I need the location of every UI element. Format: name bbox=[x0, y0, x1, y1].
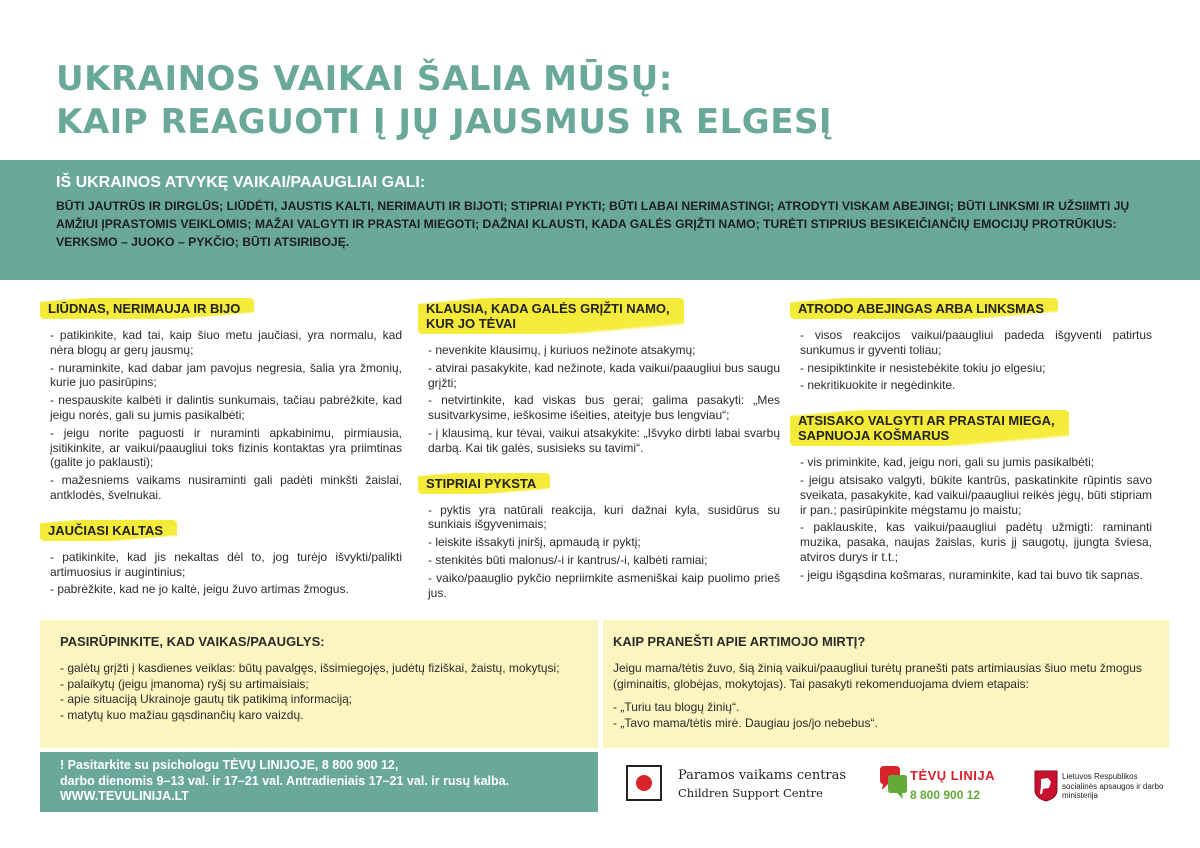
death-news-box bbox=[603, 620, 1169, 748]
list-item: - nesipiktinkite ir nesistebėkite tokiu jo elgesiu; bbox=[800, 360, 1046, 375]
tevu-linija-phone: 8 800 900 12 bbox=[910, 788, 981, 802]
list-item: - matytų kuo mažiau gąsdinančių karo vaizdų. bbox=[60, 707, 304, 722]
list-item: - nuraminkite, kad dabar jam pavojus negresia, šalia yra žmonių, kurie juo pasirūpins; bbox=[50, 360, 402, 390]
section-list-asks-home bbox=[418, 343, 780, 456]
list-item: - visos reakcijos vaikui/paaugliui padeda išgyventi patirtus sunkumus ir gyventi toliau; bbox=[800, 328, 1152, 357]
section-list-eating-sleeping bbox=[790, 455, 1152, 582]
section-title-line: KLAUSIA, KADA GALĖS GRĮŽTI NAMO, bbox=[426, 301, 670, 316]
title-line-1: UKRAINOS VAIKAI ŠALIA MŪSŲ: bbox=[56, 59, 673, 99]
death-news-box-title: KAIP PRANEŠTI APIE ARTIMOJO MIRTĮ? bbox=[613, 634, 866, 649]
list-item: - mažesniems vaikams nusiraminti gali padėti minkšti žaislai, antklodės, švelnukai. bbox=[50, 473, 402, 502]
list-item: - netvirtinkite, kad viskas bus gerai; galima pasakyti: „Mes susitvarkysime, ieškosime išeities, ateityje bus lengviau“; bbox=[428, 393, 780, 423]
pvc-name-en: Children Support Centre bbox=[678, 786, 823, 800]
intro-text: BŪTI JAUTRŪS IR DIRGLŪS; LIŪDĖTI, JAUSTIS KALTI, NERIMAUTI IR BIJOTI; STIPRIAI PYKTI; BŪTI LABAI NERIMASTINGI; ATRODYTI VISKAM ABEJINGI; BŪTI LINKSMI IR UŽSIIMTI JŲ AMŽIUI ĮPRASTOMIS VEIKLOMIS; MAŽAI VALGYTI IR PRASTAI MIEGOTI; DAŽNAI KLAUSTI, KADA GALĖS GRĮŽTI NAMO; TURĖTI STIPRIUS BESIKEIČIANČIŲ EMOCIJŲ PROTRŪKIUS: VERKSMO – JUOKO – PYKČIO; BŪTI ATSIRIBOJĘ. bbox=[56, 199, 1130, 249]
list-item: - jeigu išgąsdina košmaras, nuraminkite, kad tai buvo tik sapnas. bbox=[800, 567, 1143, 582]
death-news-text: Jeigu mama/tėtis žuvo, šią žinią vaikui/paaugliui turėtų pranešti pats artimiausias šiuo metu žmogus (giminaitis, globėjas, mokytojas). Tai pasakyti rekomenduojama dviem etapais: bbox=[613, 661, 1142, 691]
section-list-angry bbox=[418, 503, 780, 601]
list-item: - leiskite išsakyti įniršį, apmaudą ir pyktį; bbox=[428, 535, 641, 550]
list-item: - pyktis yra natūrali reakcija, kuri dažnai kyla, susidūrus su sunkiais išgyvenimais; bbox=[428, 502, 780, 532]
list-item: - nespauskite kalbėti ir dalintis sunkumais, tačiau pabrėžkite, kad jeigu norės, gali su jumis pasikalbėti; bbox=[50, 393, 402, 422]
list-item: - pabrėžkite, kad ne jo kaltė, jeigu žuvo artimas žmogus. bbox=[50, 582, 349, 597]
section-title-angry: STIPRIAI PYKSTA bbox=[418, 473, 550, 494]
website-link[interactable]: WWW.TEVULINIJA.LT bbox=[60, 789, 189, 803]
list-item: - stenkitės būti malonus/-i ir kantrus/-i, kalbėti ramiai; bbox=[428, 552, 708, 567]
contact-line-2: darbo dienomis 9–13 val. ir 17–21 val. Antradieniais 17–21 val. ir rusų kalba. bbox=[60, 773, 510, 788]
tevu-linija-name: TĖVŲ LINIJA bbox=[910, 768, 995, 783]
list-item: - vis priminkite, kad, jeigu nori, gali su jumis pasikalbėti; bbox=[800, 455, 1095, 470]
list-item: - „Tavo mama/tėtis mirė. Daugiau jos/jo nebebus“. bbox=[613, 715, 878, 730]
section-title-asks-home bbox=[418, 298, 684, 334]
column-1 bbox=[40, 298, 402, 600]
list-item: - palaikytų (jeigu įmanoma) ryšį su artimaisiais; bbox=[60, 676, 309, 691]
contact-line-1: ! Pasitarkite su psichologu TĖVŲ LINIJOJE, 8 800 900 12, bbox=[60, 758, 399, 772]
list-item: - vaiko/paauglio pykčio nepriimkite asmeniškai kaip puolimo prieš jus. bbox=[428, 570, 780, 600]
section-title-indifferent: ATRODO ABEJINGAS ARBA LINKSMAS bbox=[790, 298, 1058, 319]
section-title-guilty: JAUČIASI KALTAS bbox=[40, 520, 177, 541]
section-title-sad: LIŪDNAS, NERIMAUJA IR BIJO bbox=[40, 298, 254, 319]
intro-heading: IŠ UKRAINOS ATVYKĘ VAIKAI/PAAUGLIAI GALI: bbox=[56, 174, 426, 191]
section-title-line: KUR JO TĖVAI bbox=[426, 316, 517, 331]
list-item: - paklauskite, kas vaikui/paaugliui padėtų užmigti: raminanti muzika, pasaka, naujas žaislas, kuris jį saugotų, įjungta šviesa, atviros durys ir t.t.; bbox=[800, 520, 1152, 564]
pvc-logo-icon bbox=[626, 765, 662, 801]
section-list-guilty bbox=[40, 550, 402, 597]
speech-bubbles-icon bbox=[876, 766, 908, 802]
section-title-line: ATSISAKO VALGYTI AR PRASTAI MIEGA, bbox=[798, 413, 1055, 429]
list-item: - „Turiu tau blogų žinių“. bbox=[613, 700, 740, 714]
contact-box bbox=[40, 752, 598, 812]
list-item: - nekritikuokite ir negėdinkite. bbox=[800, 378, 956, 393]
section-list-sad bbox=[40, 328, 402, 503]
list-item: - jeigu norite paguosti ir nuraminti apkabinimu, pirmiausia, įsitikinkite, ar vaikui/paaugliui toks fizinis kontaktas yra priimtinas (galite jo paklausti); bbox=[50, 425, 402, 470]
list-item: - patikinkite, kad jis nekaltas dėl to, jog turėjo išvykti/palikti artimuosius ir augintinius; bbox=[50, 549, 402, 579]
list-item: - atvirai pasakykite, kad nežinote, kada vaikui/paaugliui bus saugu grįžti; bbox=[428, 360, 780, 390]
section-title-line: SAPNUOJA KOŠMARUS bbox=[798, 428, 950, 444]
care-box-title: PASIRŪPINKITE, KAD VAIKAS/PAAUGLYS: bbox=[60, 634, 325, 649]
column-2 bbox=[418, 298, 780, 603]
list-item: - jeigu atsisako valgyti, būkite kantrūs, paskatinkite rūpintis savo sveikata, pasakykite, kad vaikui/paaugliui reikės jėgų, būti stipriam ir pan.; pasirūpinkite mėgstamu jo maistu; bbox=[800, 472, 1152, 517]
pvc-name: Paramos vaikams centras bbox=[678, 768, 847, 783]
care-box bbox=[40, 620, 598, 748]
list-item: - į klausimą, kur tėvai, vaikui atsakykite: „Išvyko dirbti labai svarbų darbą. Kai tik galės, susisieks su tavimi“. bbox=[428, 425, 780, 455]
list-item: - apie situaciją Ukrainoje gautų tik patikimą informaciją; bbox=[60, 692, 353, 706]
title-line-2: KAIP REAGUOTI Į JŲ JAUSMUS IR ELGESĮ bbox=[56, 102, 833, 142]
list-item: - galėtų grįžti į kasdienes veiklas: būtų pavalgęs, išsimiegojęs, judėtų fiziškai, žaistų, mokytųsi; bbox=[60, 661, 560, 675]
section-list-indifferent bbox=[790, 328, 1152, 393]
intro-band bbox=[0, 160, 1200, 280]
list-item: - nevenkite klausimų, į kuriuos nežinote atsakymų; bbox=[428, 343, 696, 357]
ministry-name: Lietuvos Respublikos socialinės apsaugos ir darbo ministerija bbox=[1062, 772, 1164, 800]
coat-of-arms-icon bbox=[1034, 770, 1058, 802]
list-item: - patikinkite, kad tai, kaip šiuo metu jaučiasi, yra normalu, kad nėra blogų ar gerų jausmų; bbox=[50, 328, 402, 357]
page-title bbox=[56, 58, 1156, 144]
column-3 bbox=[790, 298, 1152, 586]
section-title-eating-sleeping bbox=[790, 410, 1069, 446]
